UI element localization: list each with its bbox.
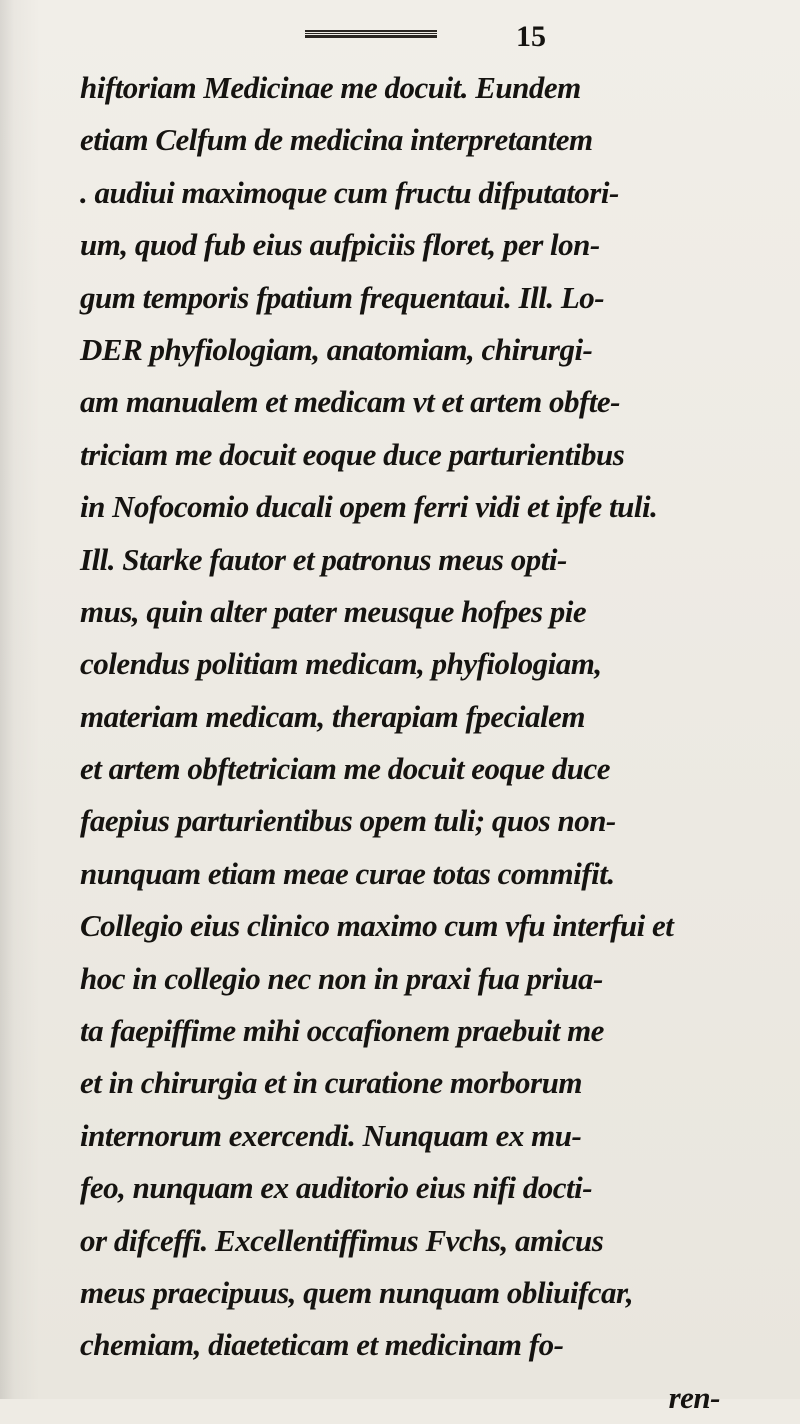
text-line: chemiam, diaeteticam et medicinam fo- — [80, 1327, 564, 1363]
header-rule — [305, 30, 437, 38]
text-line: etiam Celfum de medicina interpretantem — [80, 122, 593, 158]
text-line: meus praecipuus, quem nunquam obliuifcar, — [80, 1274, 634, 1310]
text-line: et artem obftetriciam me docuit eoque duce — [80, 751, 611, 787]
text-line: hiftoriam Medicinae me docuit. Eundem — [80, 70, 581, 105]
text-line: feo, nunquam ex auditorio eius nifi docti- — [80, 1170, 593, 1206]
text-line: . audiui maximoque cum fructu difputatori- — [80, 174, 619, 210]
text-line: hoc in collegio nec non in praxi fua priua- — [80, 960, 603, 996]
text-line: triciam me docuit eoque duce parturientibus — [80, 436, 625, 472]
text-line: faepius parturientibus opem tuli; quos non- — [80, 803, 616, 839]
text-line: gum temporis fpatium frequentaui. Ill. Lo- — [80, 279, 605, 315]
text-line: um, quod fub eius aufpiciis floret, per lon- — [80, 227, 600, 263]
text-line: Collegio eius clinico maximo cum vfu interfui et — [80, 908, 674, 944]
text-line: nunquam etiam meae curae totas commifit. — [80, 855, 615, 891]
text-line: DER phyfiologiam, anatomiam, chirurgi- — [80, 331, 593, 367]
body-text — [80, 62, 770, 1424]
text-line: mus, quin alter pater meusque hofpes pie — [80, 593, 587, 629]
text-line: in Nofocomio ducali opem ferri vidi et ipfe tuli. — [80, 489, 658, 525]
text-line: Ill. Starke fautor et patronus meus opti- — [80, 541, 567, 577]
text-line: ta faepiffime mihi occafionem praebuit me — [80, 1013, 604, 1049]
text-line: internorum exercendi. Nunquam ex mu- — [80, 1117, 582, 1153]
page-number: 15 — [516, 20, 546, 53]
text-line: et in chirurgia et in curatione morborum — [80, 1065, 582, 1101]
catchword: ren- — [668, 1379, 720, 1415]
text-line: materiam medicam, therapiam fpecialem — [80, 698, 585, 734]
text-line: or difceffi. Excellentiffimus Fvchs, amicus — [80, 1222, 604, 1258]
text-line: am manualem et medicam vt et artem obfte- — [80, 384, 620, 420]
text-line: colendus politiam medicam, phyfiologiam, — [80, 646, 602, 682]
